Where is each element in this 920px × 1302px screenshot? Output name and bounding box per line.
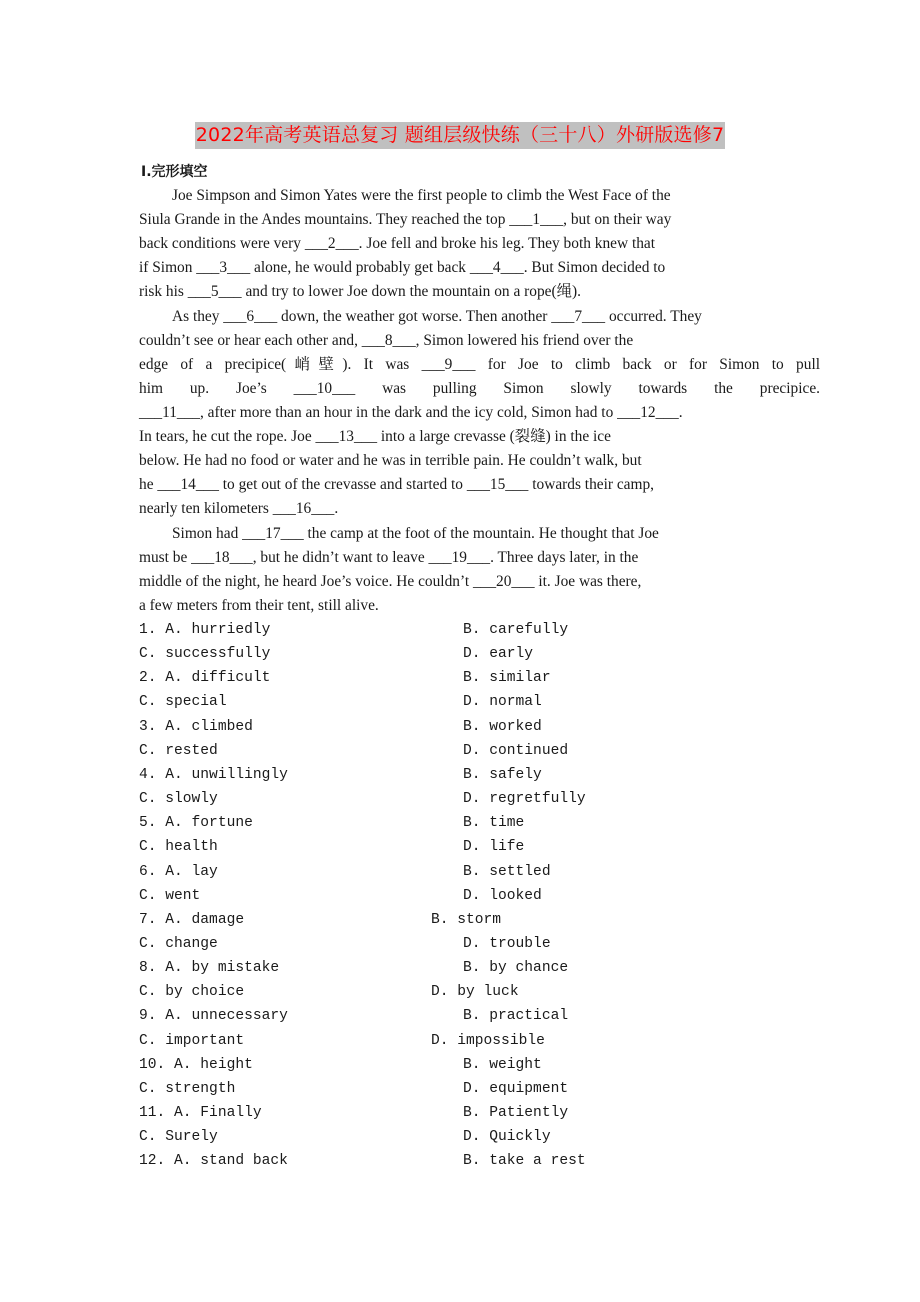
option-right: B. weight [463, 1057, 542, 1073]
option-left: 11. A. Finally [139, 1105, 262, 1121]
option-right: D. impossible [431, 1033, 545, 1049]
passage-line: nearly ten kilometers ___16___. [139, 500, 339, 517]
option-left: C. successfully [139, 646, 271, 662]
passage-line: him up. Joe’s ___10___ was pulling Simon slowly towards the precipice. [139, 380, 820, 397]
option-right: D. looked [463, 888, 542, 904]
passage-line: Simon had ___17___ the camp at the foot of the mountain. He thought that Joe [172, 525, 659, 542]
section-heading-cloze: Ⅰ.完形填空 [141, 164, 208, 180]
option-right: B. take a rest [463, 1153, 586, 1169]
option-left: 7. A. damage [139, 912, 245, 928]
option-right: D. Quickly [463, 1129, 551, 1145]
option-left: C. special [139, 694, 227, 710]
passage-line: couldn’t see or hear each other and, ___8___, Simon lowered his friend over the [139, 332, 634, 349]
option-left: 10. A. height [139, 1057, 253, 1073]
passage-line: if Simon ___3___ alone, he would probably get back ___4___. But Simon decided to [139, 259, 666, 276]
passage-line: below. He had no food or water and he was in terrible pain. He couldn’t walk, but [139, 452, 642, 469]
option-right: B. by chance [463, 960, 569, 976]
passage-line: a few meters from their tent, still alive. [139, 597, 379, 614]
option-left: 6. A. lay [139, 864, 218, 880]
option-left: 3. A. climbed [139, 719, 253, 735]
option-left: C. by choice [139, 984, 245, 1000]
document-title: 2022年高考英语总复习 题组层级快练（三十八）外研版选修7 [195, 122, 725, 149]
option-right: B. carefully [463, 622, 569, 638]
passage-line: risk his ___5___ and try to lower Joe down the mountain on a rope(绳). [139, 283, 581, 300]
option-right: D. regretfully [463, 791, 586, 807]
option-right: D. normal [463, 694, 542, 710]
option-left: 2. A. difficult [139, 670, 271, 686]
option-left: C. health [139, 839, 218, 855]
option-left: 4. A. unwillingly [139, 767, 288, 783]
passage-line: Joe Simpson and Simon Yates were the first people to climb the West Face of the [172, 187, 671, 204]
option-left: C. important [139, 1033, 245, 1049]
option-right: B. storm [431, 912, 502, 928]
passage-line: ___11___, after more than an hour in the dark and the icy cold, Simon had to ___12___. [139, 404, 683, 421]
option-left: 5. A. fortune [139, 815, 253, 831]
option-right: B. similar [463, 670, 551, 686]
option-right: B. safely [463, 767, 542, 783]
option-right: D. continued [463, 743, 569, 759]
option-right: B. practical [463, 1008, 569, 1024]
passage-line: he ___14___ to get out of the crevasse and started to ___15___ towards their camp, [139, 476, 655, 493]
passage-line: must be ___18___, but he didn’t want to leave ___19___. Three days later, in the [139, 549, 639, 566]
option-right: D. by luck [431, 984, 519, 1000]
option-left: C. strength [139, 1081, 236, 1097]
option-right: D. equipment [463, 1081, 569, 1097]
option-left: 12. A. stand back [139, 1153, 288, 1169]
option-left: C. Surely [139, 1129, 218, 1145]
option-right: B. time [463, 815, 525, 831]
option-right: B. Patiently [463, 1105, 569, 1121]
option-right: D. early [463, 646, 534, 662]
passage-line: edge of a precipice(峭壁). It was ___9___ for Joe to climb back or for Simon to pull [139, 356, 820, 373]
passage-line: In tears, he cut the rope. Joe ___13___ into a large crevasse (裂缝) in the ice [139, 428, 611, 445]
option-right: D. trouble [463, 936, 551, 952]
title-container [0, 122, 920, 149]
option-left: 9. A. unnecessary [139, 1008, 288, 1024]
option-left: C. slowly [139, 791, 218, 807]
option-left: 8. A. by mistake [139, 960, 280, 976]
option-right: B. settled [463, 864, 551, 880]
passage-line: As they ___6___ down, the weather got worse. Then another ___7___ occurred. They [172, 308, 702, 325]
option-left: 1. A. hurriedly [139, 622, 271, 638]
option-right: B. worked [463, 719, 542, 735]
option-left: C. rested [139, 743, 218, 759]
option-left: C. change [139, 936, 218, 952]
option-right: D. life [463, 839, 525, 855]
passage-line: Siula Grande in the Andes mountains. They reached the top ___1___, but on their way [139, 211, 672, 228]
passage-line: middle of the night, he heard Joe’s voice. He couldn’t ___20___ it. Joe was there, [139, 573, 642, 590]
passage-line: back conditions were very ___2___. Joe fell and broke his leg. They both knew that [139, 235, 656, 252]
option-left: C. went [139, 888, 201, 904]
